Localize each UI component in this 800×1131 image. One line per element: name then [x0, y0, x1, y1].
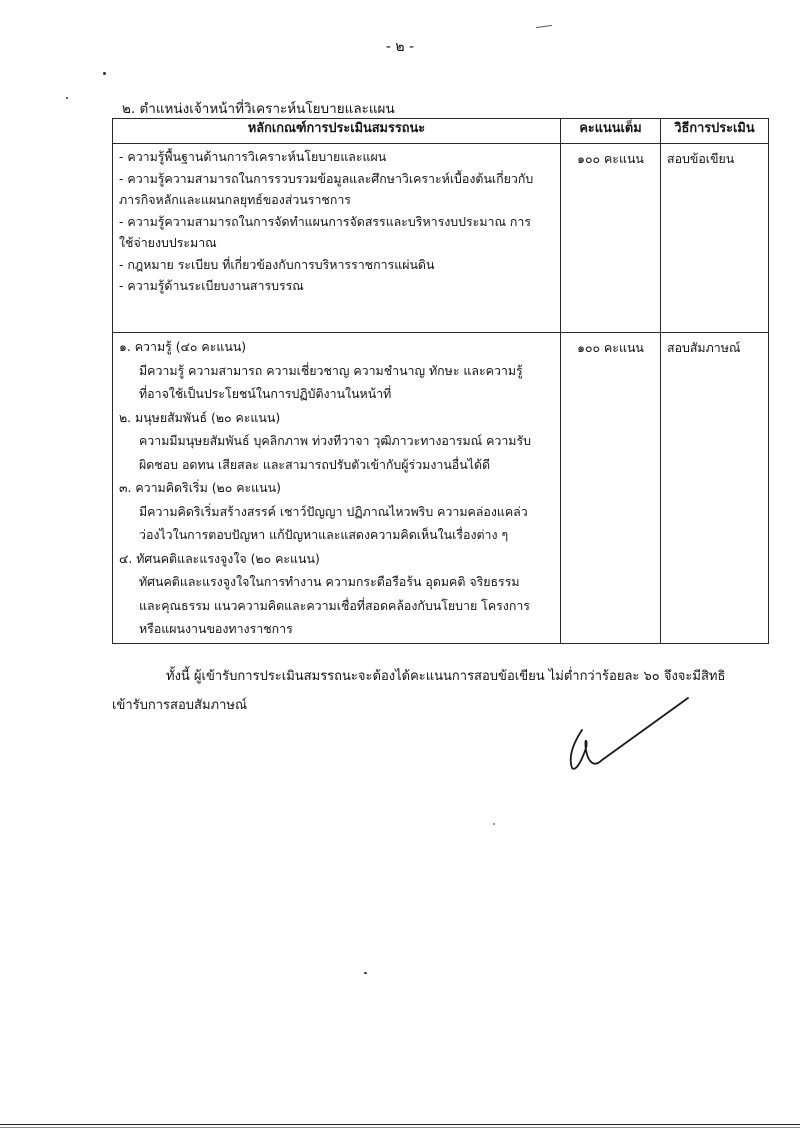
handwritten-signature: [564, 690, 694, 780]
footnote-line: เข้ารับการสอบสัมภาษณ์: [112, 698, 248, 713]
header-method: วิธีการประเมิน: [661, 119, 769, 144]
criterion-description: ทัศนคติและแรงจูงใจในการทำงาน ความกระตือรือร้น อุดมคติ จริยธรรม: [139, 574, 520, 589]
criteria-line: - ความรู้ความสามารถในการจัดทำแผนการจัดสรรและบริหารงบประมาณ การ: [119, 213, 531, 229]
criteria-line: - ความรู้ความสามารถในการรวบรวมข้อมูลและศึกษาวิเคราะห์เบื้องต้นเกี่ยวกับ: [119, 170, 534, 186]
criterion-description: ความมีมนุษยสัมพันธ์ บุคลิกภาพ ท่วงทีวาจา วุฒิภาวะทางอารมณ์ ความรับ: [139, 433, 531, 448]
criterion-description: มีความรู้ ความสามารถ ความเชี่ยวชาญ ความชำนาญ ทักษะ และความรู้: [139, 362, 523, 378]
criterion-heading: ๓. ความคิดริเริ่ม (๒๐ คะแนน): [119, 480, 281, 495]
scan-edge-line: [0, 1124, 800, 1125]
table-header-row: [113, 119, 769, 144]
footnote-line: ทั้งนี้ ผู้เข้ารับการประเมินสมรรถนะจะต้องได้คะแนนการสอบข้อเขียน ไม่ต่ำกว่าร้อยละ ๖๐ จึงจะมีสิทธิ: [166, 669, 726, 684]
criteria-line: - ความรู้พื้นฐานด้านการวิเคราะห์นโยบายและแผน: [119, 149, 387, 164]
criteria-line: - ความรู้ด้านระเบียบงานสารบรรณ: [119, 278, 304, 293]
criteria-line: - กฎหมาย ระเบียบ ที่เกี่ยวข้องกับการบริหารราชการแผ่นดิน: [119, 256, 435, 272]
scan-mark: [536, 25, 552, 28]
scan-speck: [66, 97, 68, 99]
table-row-written-exam: [113, 144, 769, 333]
criterion-heading: ๔. ทัศนคติและแรงจูงใจ (๒๐ คะแนน): [119, 550, 320, 566]
scan-speck: [364, 972, 367, 974]
assessment-criteria-table: [112, 118, 769, 644]
criterion-description: ที่อาจใช้เป็นประโยชน์ในการปฏิบัติงานในหน้าที่: [139, 386, 392, 401]
criterion-description: ว่องไวในการตอบปัญหา แก้ปัญหาและแสดงความคิดเห็นในเรื่องต่าง ๆ: [139, 527, 509, 542]
criterion-heading: ๒. มนุษยสัมพันธ์ (๒๐ คะแนน): [119, 409, 281, 425]
criteria-line: ใช้จ่ายงบประมาณ: [119, 235, 217, 250]
criterion-description: ผิดชอบ อดทน เสียสละ และสามารถปรับตัวเข้ากับผู้ร่วมงานอื่นได้ดี: [139, 456, 491, 472]
criteria-line: ภารกิจหลักและแผนกลยุทธ์ของส่วนราชการ: [119, 192, 351, 207]
table-row-interview: [113, 333, 769, 644]
written-exam-score: ๑๐๐ คะแนน: [561, 144, 661, 333]
header-criteria: หลักเกณฑ์การประเมินสมรรถนะ: [113, 119, 561, 144]
scan-speck: [103, 72, 106, 75]
criterion-description: มีความคิดริเริ่มสร้างสรรค์ เชาว์ปัญญา ปฏิภาณไหวพริบ ความคล่องแคล่ว: [139, 503, 528, 519]
interview-method: สอบสัมภาษณ์: [661, 333, 769, 644]
written-exam-method: สอบข้อเขียน: [661, 144, 769, 333]
page-number: - ๒ -: [385, 39, 415, 55]
scan-speck: [493, 823, 495, 825]
written-exam-criteria: [113, 144, 561, 333]
header-full-score: คะแนนเต็ม: [561, 119, 661, 144]
scan-edge-line: [0, 1127, 800, 1128]
criterion-heading: ๑. ความรู้ (๔๐ คะแนน): [119, 339, 247, 354]
section-heading: ๒. ตำแหน่งเจ้าหน้าที่วิเคราะห์นโยบายและแผน: [122, 101, 395, 117]
interview-criteria: [113, 333, 561, 644]
criterion-description: หรือแผนงานของทางราชการ: [139, 621, 293, 636]
interview-score: ๑๐๐ คะแนน: [561, 333, 661, 644]
criterion-description: และคุณธรรม แนวความคิดและความเชื่อที่สอดคล้องกับนโยบาย โครงการ: [139, 597, 530, 613]
